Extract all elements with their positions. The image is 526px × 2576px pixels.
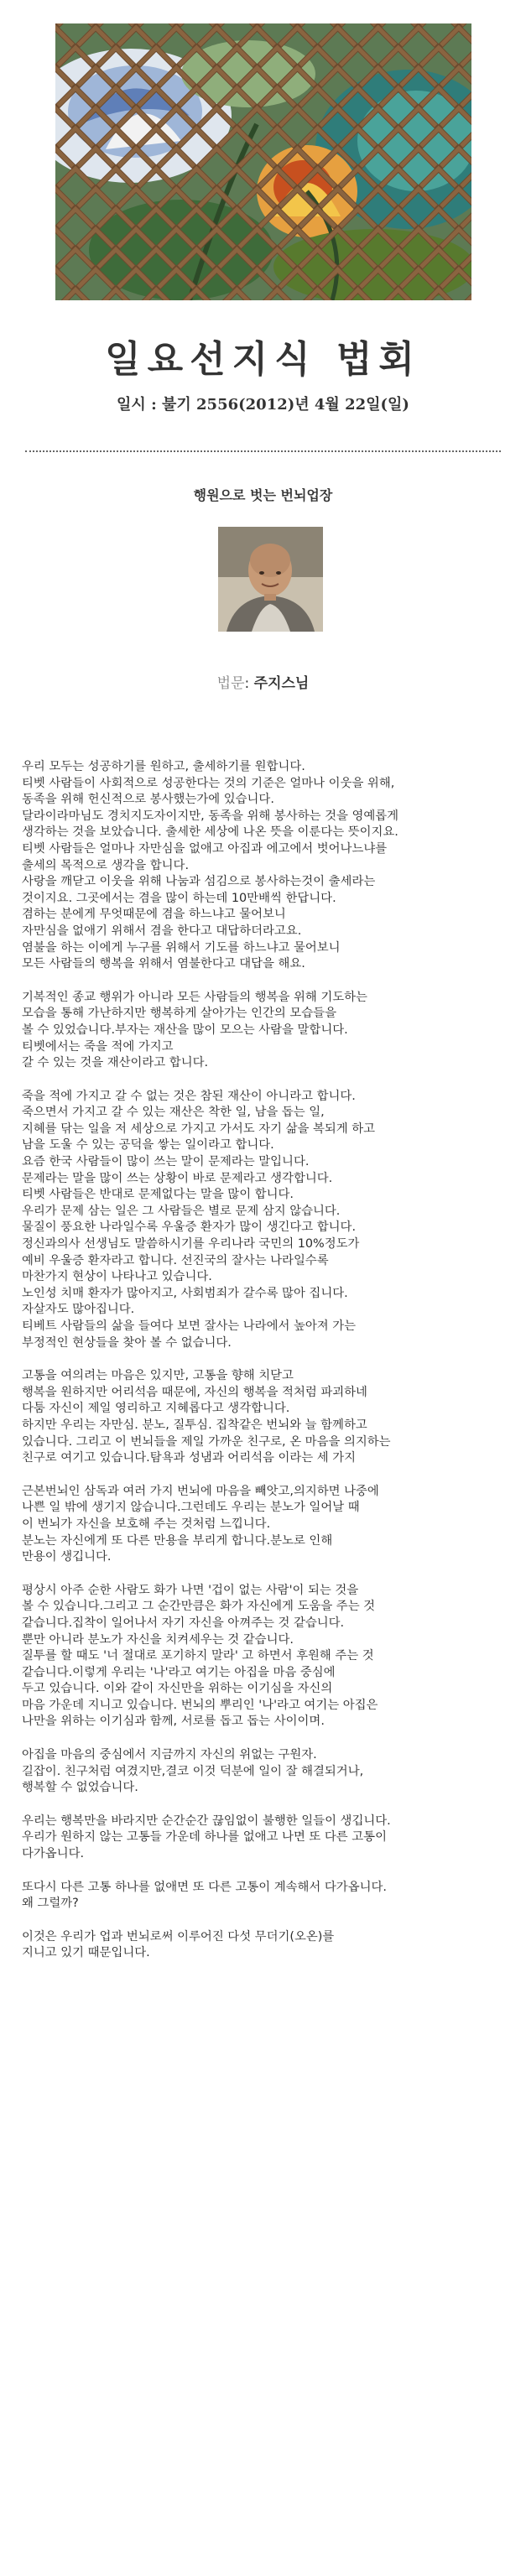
article-line: 친구로 여기고 있습니다.탐욕과 성냄과 어리석음 이라는 세 가지 — [22, 1451, 357, 1465]
article-line: 지혜를 닦는 일을 저 세상으로 가지고 가서도 자기 삶을 복되게 하고 — [22, 1121, 376, 1136]
article-line: 동족을 위해 헌신적으로 봉사했는가에 있습니다. — [22, 793, 274, 807]
article-paragraph — [22, 1814, 504, 1863]
article-line: 두고 있습니다. 이와 같이 자신만을 위하는 이기심을 자신의 — [22, 1682, 333, 1696]
article-line: 아집을 마음의 중심에서 지금까지 자신의 위없는 구원자. — [22, 1748, 317, 1762]
article-line: 모든 사람들의 행복을 위해서 염불한다고 대답을 해요. — [22, 957, 305, 971]
article-line: 기복적인 종교 행위가 아니라 모든 사람들의 행복을 위해 기도하는 — [22, 990, 367, 1004]
article-line: 출세의 목적으로 생각을 합니다. — [22, 858, 190, 872]
article-line: 분노는 자신에게 또 다른 만용을 부리게 합니다.분노로 인해 — [22, 1533, 333, 1548]
article-line: 왜 그럴까? — [22, 1897, 79, 1911]
article-line: 우리 모두는 성공하기를 원하고, 출세하기를 원합니다. — [22, 760, 305, 773]
article-paragraph — [22, 1484, 504, 1566]
article-line: 볼 수 있습니다.그리고 그 순간만큼은 화가 자신에게 도움을 주는 것 — [22, 1600, 376, 1614]
article-paragraph — [22, 1880, 504, 1912]
article-line: 티벳에서는 죽을 적에 가지고 — [22, 1039, 174, 1054]
event-date: 일시 : 불기 2556(2012)년 4월 22일(일) — [117, 396, 409, 414]
article-paragraph — [22, 1368, 504, 1467]
article-line: 뿐만 아니라 분노가 자신을 치켜세우는 것 같습니다. — [22, 1632, 294, 1647]
article-paragraph — [22, 759, 504, 973]
article-line: 나쁜 일 밖에 생기지 않습니다.그런데도 우리는 분노가 일어날 때 — [22, 1501, 360, 1515]
article-line: 지니고 있기 때문입니다. — [22, 1946, 150, 1960]
article-line: 예비 우울증 환자라고 합니다. 선진국의 잘사는 나라일수록 — [22, 1253, 329, 1267]
article-line: 근본번뇌인 삼독과 여러 가지 번뇌에 마음을 빼앗고,의지하면 나중에 — [22, 1484, 379, 1498]
article-line: 행복을 원하지만 어리석음 때문에, 자신의 행복을 적처럼 파괴하네 — [22, 1385, 367, 1399]
article-paragraph — [22, 1929, 504, 1962]
article-line: 이것은 우리가 업과 번뇌로써 이루어진 다섯 무더기(오온)를 — [22, 1929, 335, 1944]
article-line: 나만을 위하는 이기심과 함께, 서로를 돕고 돕는 사이이며. — [22, 1715, 325, 1729]
article-line: 정신과의사 선생님도 말씀하시기를 우리나라 국민의 10%정도가 — [22, 1237, 360, 1252]
article-line: 염불을 하는 이에게 누구를 위해서 기도를 하느냐고 물어보니 — [22, 940, 341, 955]
article-line: 질투를 할 때도 '너 절대로 포기하지 말라' 고 하면서 후원해 주는 것 — [22, 1649, 374, 1663]
article-line: 우리가 문제 삼는 일은 그 사람들은 별로 문제 삼지 않습니다. — [22, 1204, 341, 1218]
article-line: 다가옵니다. — [22, 1847, 85, 1861]
article-line: 고통을 여의려는 마음은 있지만, 고통을 향해 치닫고 — [22, 1369, 294, 1383]
article-paragraph — [22, 1747, 504, 1797]
article-line: 길잡이. 친구처럼 여겼지만,결코 이것 덕분에 일이 잘 해결되거나, — [22, 1764, 364, 1778]
article-line: 노인성 치매 환자가 많아지고, 사회범죄가 갈수록 많아 집니다. — [22, 1286, 348, 1300]
article-line: 겸하는 분에게 무엇때문에 겸을 하느냐고 물어보니 — [22, 908, 286, 922]
article-line: 마찬가지 현상이 나타나고 있습니다. — [22, 1270, 212, 1284]
article-line: 물질이 풍요한 나라일수록 우울증 환자가 많이 생긴다고 합니다. — [22, 1220, 357, 1235]
article-line: 요즘 한국 사람들이 많이 쓰는 말이 문제라는 말입니다. — [22, 1155, 310, 1169]
article-line: 볼 수 있었습니다.부자는 재산을 많이 모으는 사람을 말합니다. — [22, 1023, 348, 1037]
article-line: 또다시 다른 고통 하나를 없애면 또 다른 고통이 계속해서 다가옵니다. — [22, 1880, 387, 1894]
article-paragraph — [22, 1089, 504, 1352]
article-line: 죽을 적에 가지고 갈 수 없는 것은 참된 재산이 아니라고 합니다. — [22, 1089, 356, 1103]
lotus-painting-icon — [55, 23, 471, 300]
article-line: 우리가 원하지 않는 고통들 가운데 하나를 없애고 나면 또 다른 고통이 — [22, 1830, 387, 1845]
article-paragraph — [22, 1583, 504, 1730]
article-line: 자만심을 없애기 위해서 겸을 한다고 대답하더라고요. — [22, 924, 302, 938]
article-line: 이 번뇌가 자신을 보호해 주는 것처럼 느낍니다. — [22, 1517, 271, 1531]
sermon-subtitle: 행원으로 벗는 번뇌업장 — [193, 487, 333, 503]
article-line: 티벳 사람들은 반대로 문제없다는 말을 많이 합니다. — [22, 1188, 294, 1202]
article-line: 사랑을 깨닫고 이웃을 위해 나눔과 섬김으로 봉사하는것이 출세라는 — [22, 875, 376, 889]
article-line: 있습니다. 그리고 이 번뇌들을 제일 가까운 친구로, 온 마음을 의지하는 — [22, 1434, 391, 1449]
article-line: 만용이 생깁니다. — [22, 1550, 112, 1564]
sermon-article — [22, 759, 504, 1979]
article-paragraph — [22, 990, 504, 1072]
page-title: 일요선지식 법회 — [105, 338, 421, 381]
article-line: 죽으면서 가지고 갈 수 있는 재산은 착한 일, 남을 돕는 일, — [22, 1106, 325, 1120]
article-line: 티벳 사람들이 사회적으로 성공한다는 것의 기준은 얼마나 이웃을 위해, — [22, 776, 395, 790]
speaker-line — [0, 671, 526, 692]
article-line: 하지만 우리는 자만심. 분노, 질투심. 집착같은 번뇌와 늘 함께하고 — [22, 1418, 367, 1432]
article-line: 평상시 아주 순한 사람도 화가 나면 '겁이 없는 사람'이 되는 것을 — [22, 1583, 359, 1597]
article-line: 행복할 수 없었습니다. — [22, 1781, 138, 1795]
article-line: 생각하는 것을 보았습니다. 출세한 세상에 나온 뜻을 이룬다는 뜻이지요. — [22, 825, 398, 840]
article-line: 티벳 사람들은 얼마나 자만심을 없애고 아집과 에고에서 벗어나느냐를 — [22, 841, 388, 856]
speaker-portrait-avatar — [218, 527, 323, 632]
article-line: 같습니다.집착이 일어나서 자기 자신을 아껴주는 것 같습니다. — [22, 1616, 345, 1630]
article-line: 우리는 행복만을 바라지만 순간순간 끊임없이 불행한 일들이 생깁니다. — [22, 1814, 391, 1828]
article-line: 자살자도 많아집니다. — [22, 1303, 135, 1317]
article-line: 같습니다.이렇게 우리는 '나'라고 여기는 아집을 마음 중심에 — [22, 1665, 336, 1679]
monk-portrait-icon — [218, 527, 323, 632]
article-line: 갈 수 있는 것을 재산이라고 합니다. — [22, 1056, 209, 1070]
dotted-divider — [25, 450, 501, 452]
article-line: 달라이라마님도 경치지도자이지만, 동족을 위해 봉사하는 것을 영예롭게 — [22, 809, 399, 823]
article-line: 다툼 자신이 제일 영리하고 지혜롭다고 생각합니다. — [22, 1402, 290, 1416]
article-line: 남을 도울 수 있는 공덕을 쌓는 일이라고 합니다. — [22, 1138, 274, 1153]
article-line: 마음 가운데 지니고 있습니다. 번뇌의 뿌리인 '나'라고 여기는 아집은 — [22, 1698, 378, 1712]
speaker-label: 법문 — [216, 675, 245, 692]
article-line: 문제라는 말을 많이 쓰는 상황이 바로 문제라고 생각합니다. — [22, 1171, 333, 1185]
article-line: 부정적인 현상들을 찾아 볼 수 없습니다. — [22, 1335, 232, 1350]
speaker-separator: : — [244, 675, 254, 692]
article-line: 티베트 사람들의 삶을 들여다 보면 잘사는 나라에서 높아져 가는 — [22, 1319, 357, 1333]
speaker-name: 주지스님 — [253, 675, 310, 692]
article-line: 모습을 통해 가난하지만 행복하게 살아가는 인간의 모습들을 — [22, 1007, 336, 1021]
lotus-lattice-banner-image — [55, 23, 471, 300]
article-line: 것이지요. 그곳에서는 겸을 많이 하는데 10만배씩 한답니다. — [22, 891, 336, 905]
